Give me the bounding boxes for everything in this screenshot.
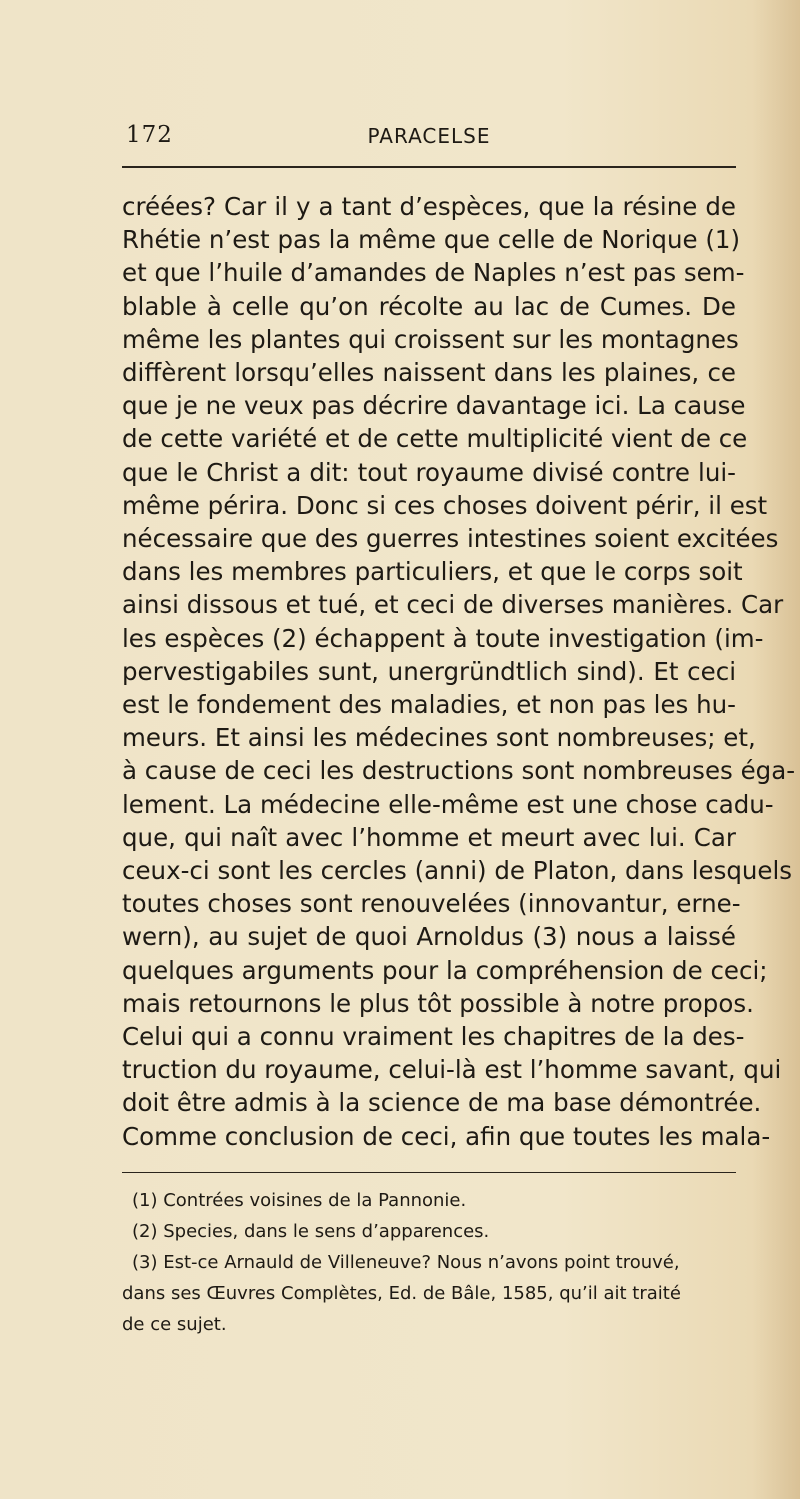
page-number: 172 xyxy=(126,122,173,148)
body-text xyxy=(122,190,796,1153)
body-line: Comme conclusion de ceci, afin que toutes les mala- xyxy=(122,1121,771,1151)
body-line: doit être admis à la science de ma base démontrée. xyxy=(122,1088,762,1118)
body-line: quelques arguments pour la compréhension de ceci; xyxy=(122,955,768,985)
body-line: que je ne veux pas décrire davantage ici. La cause xyxy=(122,391,746,421)
footnote-3-continued: de ce sujet. xyxy=(122,1314,227,1335)
body-line: même les plantes qui croissent sur les montagnes xyxy=(122,324,739,354)
footnote-rule xyxy=(122,1172,736,1173)
body-line: créées? Car il y a tant d’espèces, que la résine de xyxy=(122,192,736,221)
body-line: à cause de ceci les destructions sont nombreuses éga- xyxy=(122,756,796,786)
header-rule xyxy=(122,166,736,168)
running-title: PARACELSE xyxy=(367,124,491,148)
body-line: les espèces (2) échappent à toute investigation (im- xyxy=(122,623,764,653)
body-line: truction du royaume, celui-là est l’homme savant, qui xyxy=(122,1055,782,1085)
footnote-3: (3) Est-ce Arnauld de Villeneuve? Nous n’avons point trouvé, xyxy=(132,1252,680,1273)
body-line: wern), au sujet de quoi Arnoldus (3) nous a laissé xyxy=(122,922,736,952)
body-line: ceux-ci sont les cercles (anni) de Platon, dans lesquels xyxy=(122,856,793,886)
body-line: nécessaire que des guerres intestines soient excitées xyxy=(122,524,779,554)
body-line: pervestigabiles sunt, unergründtlich sind). Et ceci xyxy=(122,656,736,686)
body-line: ainsi dissous et tué, et ceci de diverses manières. Car xyxy=(122,590,784,620)
body-line: mais retournons le plus tôt possible à notre propos. xyxy=(122,988,754,1018)
body-line: lement. La médecine elle-même est une chose cadu- xyxy=(122,789,774,819)
body-line: meurs. Et ainsi les médecines sont nombreuses; et, xyxy=(122,723,756,753)
body-line: blable à celle qu’on récolte au lac de Cumes. De xyxy=(122,291,736,321)
body-line: diffèrent lorsqu’elles naissent dans les plaines, ce xyxy=(122,358,736,388)
body-line: dans les membres particuliers, et que le corps soit xyxy=(122,557,743,587)
footnote-1: (1) Contrées voisines de la Pannonie. xyxy=(132,1190,467,1211)
body-line: est le fondement des maladies, et non pas les hu- xyxy=(122,690,736,720)
body-line: et que l’huile d’amandes de Naples n’est pas sem- xyxy=(122,258,745,288)
body-line: Rhétie n’est pas la même que celle de Norique (1) xyxy=(122,225,741,255)
footnotes xyxy=(122,1185,736,1340)
footnote-3-continued: dans ses Œuvres Complètes, Ed. de Bâle, 1585, qu’il ait traité xyxy=(122,1283,681,1304)
body-line: même périra. Donc si ces choses doivent périr, il est xyxy=(122,490,768,520)
page-header xyxy=(122,122,736,162)
body-line: de cette variété et de cette multiplicité vient de ce xyxy=(122,424,748,454)
body-line: que, qui naît avec l’homme et meurt avec lui. Car xyxy=(122,822,736,852)
body-line: Celui qui a connu vraiment les chapitres de la des- xyxy=(122,1022,745,1052)
body-line: toutes choses sont renouvelées (innovantur, erne- xyxy=(122,889,741,919)
body-line: que le Christ a dit: tout royaume divisé contre lui- xyxy=(122,457,736,487)
footnote-2: (2) Species, dans le sens d’apparences. xyxy=(132,1221,490,1242)
